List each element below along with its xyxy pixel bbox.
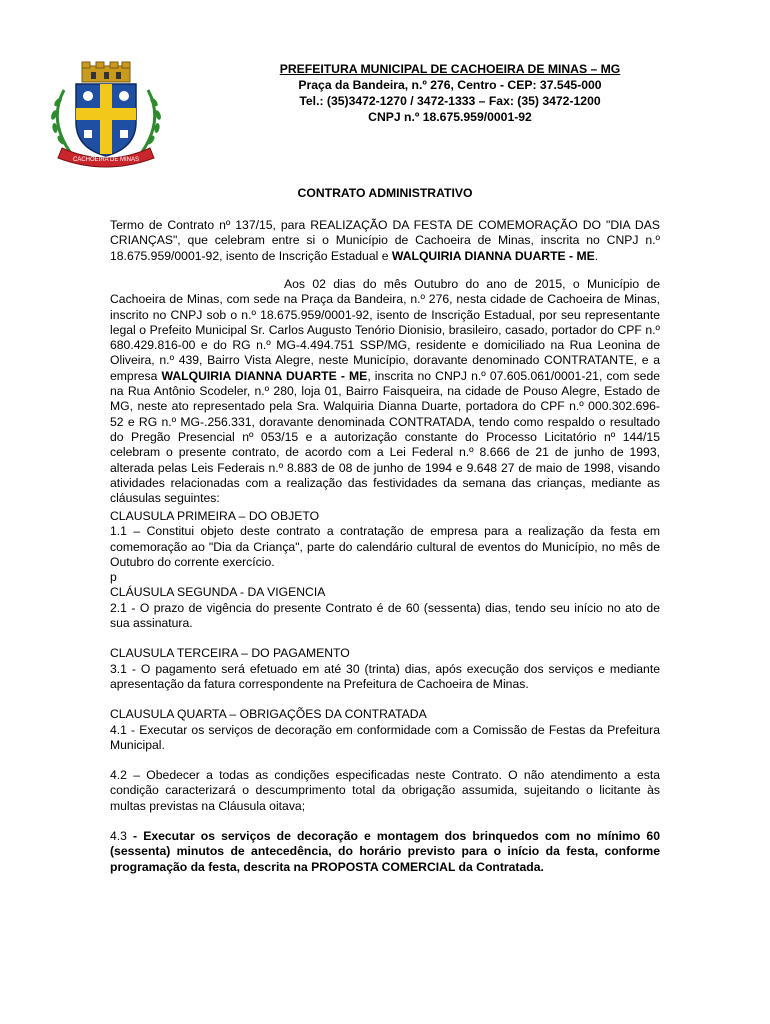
stray-character: p <box>110 570 117 585</box>
clause-4-2: 4.2 – Obedecer a todas as condições especificadas neste Contrato. O não atendimento a esta condição caracterizará o descumprimento total da obrigação assumida, sujeitando o licitante às multas previstas na Cláusula oitava; <box>110 768 660 813</box>
preamble-end: . <box>594 248 599 263</box>
letterhead-address: Praça da Bandeira, n.º 276, Centro - CEP: 37.545-000 <box>298 78 602 92</box>
clause-3-heading: CLAUSULA TERCEIRA – DO PAGAMENTO <box>110 646 350 661</box>
letterhead-phones: Tel.: (35)3472-1270 / 3472-1333 – Fax: (35) 3472-1200 <box>299 94 601 108</box>
coat-of-arms-icon <box>44 60 168 168</box>
parties-part2: , inscrita no CNPJ n.º 07.605.061/0001-21, com sede na Rua Antônio Scodeler, n.º 280, loja 01, Bairro Faisqueira, na cidade de Pouso Alegre, Estado de MG, neste ato representado pela Sra. Walquiria Dianna Duarte, portadora do CPF n.º 000.302.696-52 e RG n.º MG-.256.331, doravante denominada CONTRATADA, tendo como respaldo o resultado do Pregão Presencial nº 053/15 e a autorização constante do Processo Licitatório nº 144/15 celebram o presente contrato, de acordo com a Lei Federal n.º 8.666 de 21 de junho de 1993, alterada pelas Leis Federais n.º 8.883 de 08 de junho de 1994 e 9.648 27 de maio de 1998, visando atividades relacionadas com a realização das festividades da semana das crianças, mediante as cláusulas seguintes: <box>110 368 661 506</box>
clause-4-3-number: 4.3 <box>110 829 134 844</box>
letterhead <box>220 61 680 125</box>
letterhead-cnpj: CNPJ n.º 18.675.959/0001-92 <box>368 110 532 124</box>
preamble-text: Termo de Contrato nº 137/15, para REALIZAÇÃO DA FESTA DE COMEMORAÇÃO DO "DIA DAS CRIANÇAS", que celebram entre si o Município de Cachoeira de Minas, inscrita no CNPJ n.º 18.675.959/0001-92, isento de Inscrição Estadual e <box>110 218 660 263</box>
letterhead-title: PREFEITURA MUNICIPAL DE CACHOEIRA DE MINAS – MG <box>279 62 621 76</box>
clause-4-3 <box>110 829 660 875</box>
parties-part1: Aos 02 dias do mês Outubro do ano de 2015, o Município de Cachoeira de Minas, com sede na Praça da Bandeira, n.º 276, nesta cidade de Cachoeira de Minas, inscrito no CNPJ sob o n.º 18.675.959/0001-92, isento de Inscrição Estadual, por seu representante legal o Prefeito Municipal Sr. Carlos Augusto Tenório Dionisio, brasileiro, casado, portador do CPF n.º 680.429.816-00 e do RG n.º MG-4.494.751 SSP/MG, residente e domiciliado na Rua Leonina de Oliveira, n.º 439, Bairro Vista Alegre, neste Município, doravante denominado CONTRATANTE, e a empresa <box>110 277 660 383</box>
clause-2-heading: CLÁUSULA SEGUNDA - DA VIGENCIA <box>110 585 326 600</box>
preamble-contractor: WALQUIRIA DIANNA DUARTE - ME <box>391 248 595 263</box>
document-title: CONTRATO ADMINISTRATIVO <box>297 186 473 200</box>
clause-2-text: 2.1 - O prazo de vigência do presente Contrato é de 60 (sessenta) dias, tendo seu início no ato de sua assinatura. <box>110 600 660 631</box>
clause-4-3-text: - Executar os serviços de decoração e montagem dos brinquedos com no mínimo 60 (sessenta) minutos de antecedência, do horário previsto para o início da festa, conforme programação da festa, descrita na PROPOSTA COMERCIAL da Contratada. <box>110 829 660 874</box>
contract-parties-paragraph <box>110 277 660 506</box>
contract-preamble <box>110 218 660 264</box>
crest-banner-text: CACHOEIRA DE MINAS <box>72 157 140 163</box>
shield <box>76 84 136 156</box>
parties-contractor: WALQUIRIA DIANNA DUARTE - ME <box>161 368 368 383</box>
clause-1-text: 1.1 – Constitui objeto deste contrato a contratação de empresa para a realização da festa em comemoração ao "Dia da Criança", parte do calendário cultural de eventos do Município, no mês de Outubro do corrente exercício. <box>110 524 660 569</box>
contract-clauses <box>110 509 660 875</box>
clause-4-heading: CLAUSULA QUARTA – OBRIGAÇÕES DA CONTRATADA <box>110 707 427 722</box>
mural-crown <box>82 62 130 82</box>
clause-3-text: 3.1 - O pagamento será efetuado em até 30 (trinta) dias, após execução dos serviços e mediante apresentação da fatura correspondente na Prefeitura de Cachoeira de Minas. <box>110 661 660 691</box>
clause-1-heading: CLAUSULA PRIMEIRA – DO OBJETO <box>110 509 320 523</box>
clause-4-1: 4.1 - Executar os serviços de decoração em conformidade com a Comissão de Festas da Prefeitura Municipal. <box>110 722 660 752</box>
